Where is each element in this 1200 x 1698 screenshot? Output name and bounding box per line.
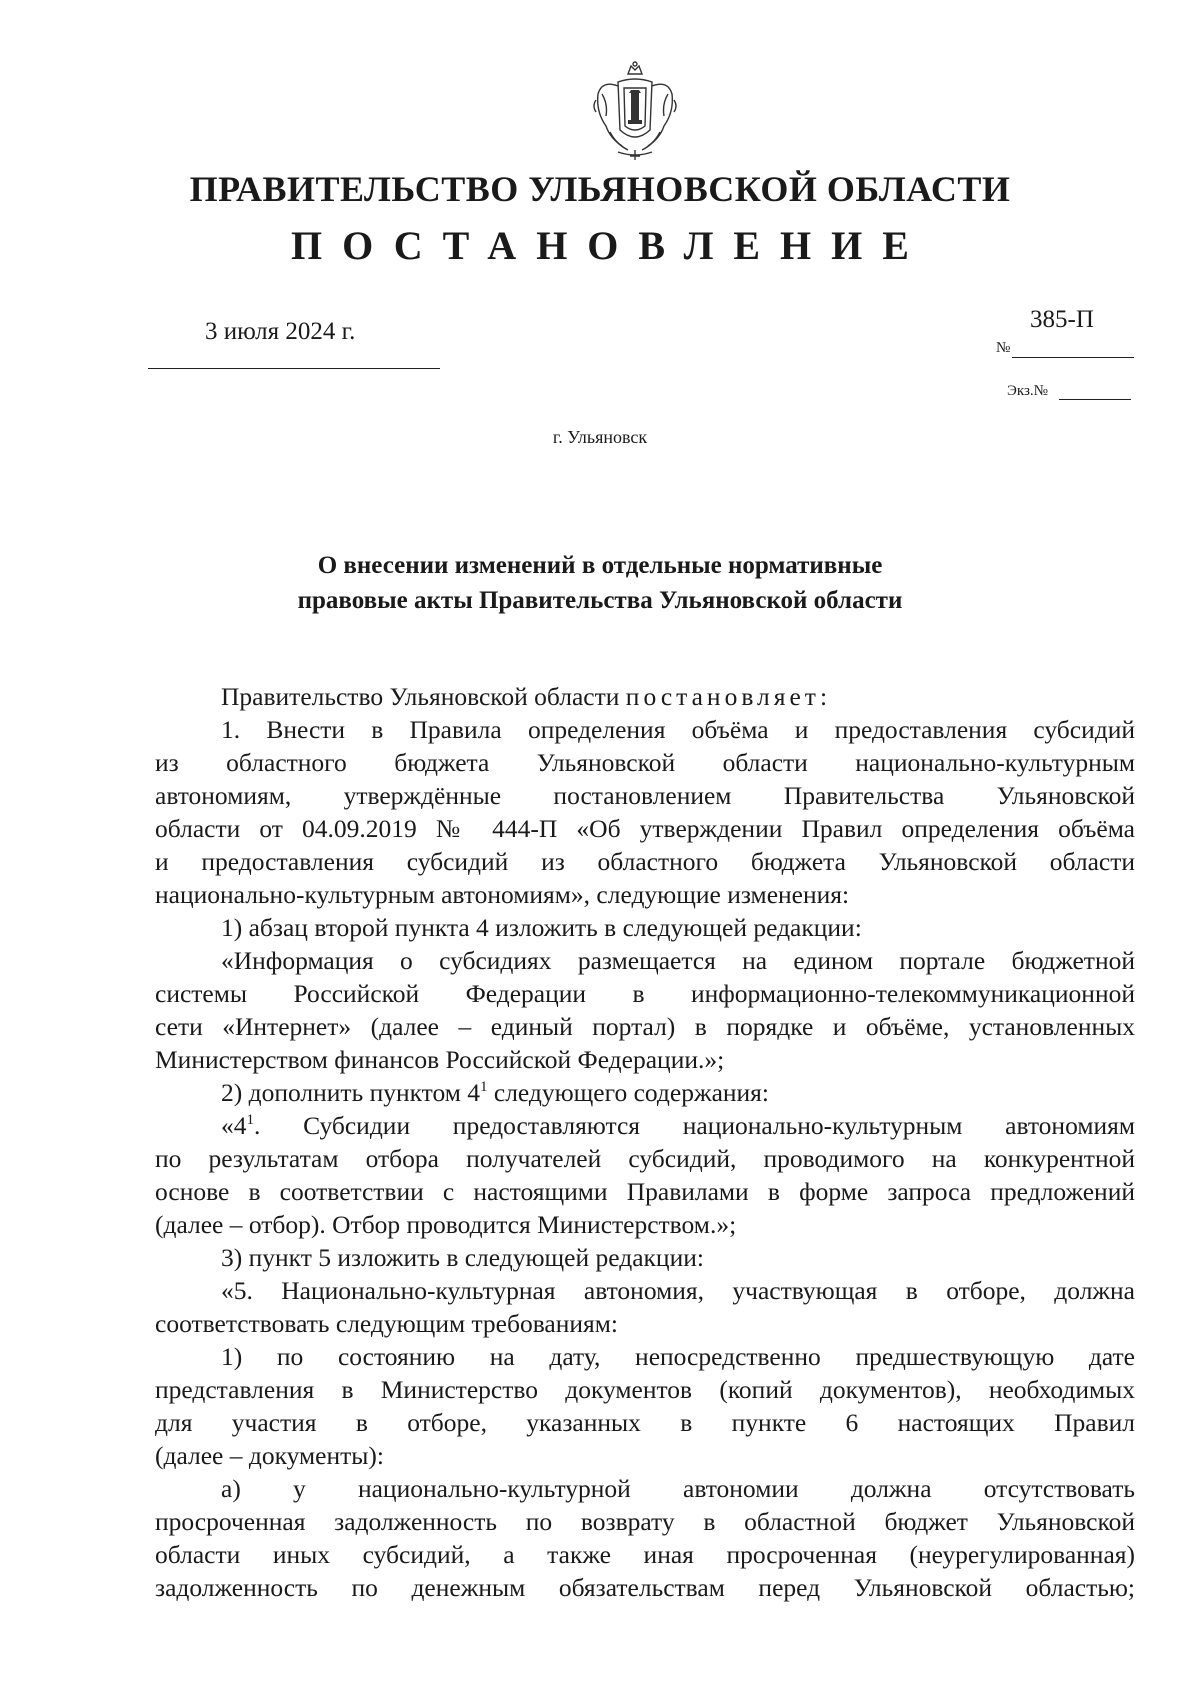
copy-number-underline — [1059, 399, 1131, 400]
body-line: Министерством финансов Российской Федерации.»; — [155, 1045, 725, 1074]
body-line: «$4^1$. Субсидии предоставляются национально-культурным автономиям — [221, 1111, 1135, 1140]
number-underline — [1012, 357, 1134, 358]
number-label: № — [996, 340, 1011, 356]
body-line: области иных субсидий, а также иная просроченная (неурегулированная) — [155, 1540, 1135, 1569]
body-line: 3) пункт 5 изложить в следующей редакции: — [221, 1243, 704, 1272]
body-line: (далее – отбор). Отбор проводится Министерством.»; — [155, 1210, 737, 1239]
body-line: 1. Внести в Правила определения объёма и предоставления субсидий — [221, 715, 1135, 744]
body-line: «Информация о субсидиях размещается на едином портале бюджетной — [221, 946, 1135, 975]
body-line: автономиям, утверждённые постановлением Правительства Ульяновской — [155, 781, 1135, 810]
body-line: 1) по состоянию на дату, непосредственно предшествующую дате — [221, 1342, 1135, 1371]
body-line: представления в Министерство документов (копий документов), необходимых — [155, 1375, 1135, 1404]
document-body — [155, 680, 1135, 1604]
date-underline — [148, 368, 440, 369]
body-line: из областного бюджета Ульяновской области национально-культурным — [155, 748, 1135, 777]
copy-number-label: Экз.№ — [1007, 383, 1048, 399]
preamble-line: Правительство Ульяновской области постановляет: — [221, 682, 828, 711]
body-line: задолженность по денежным обязательствам перед Ульяновской областью; — [155, 1573, 1135, 1602]
body-line: а) у национально-культурной автономии должна отсутствовать — [221, 1474, 1135, 1503]
body-line: 2) дополнить пунктом $4^1$ следующего содержания: — [221, 1078, 769, 1107]
body-line: (далее – документы): — [155, 1441, 384, 1470]
body-line: 1) абзац второй пункта 4 изложить в следующей редакции: — [221, 913, 862, 942]
body-line: системы Российской Федерации в информационно-телекоммуникационной — [155, 979, 1135, 1008]
body-line: и предоставления субсидий из областного бюджета Ульяновской области — [155, 847, 1135, 876]
body-line: по результатам отбора получателей субсидий, проводимого на конкурентной — [155, 1144, 1135, 1173]
body-line: «5. Национально-культурная автономия, участвующая в отборе, должна — [221, 1276, 1135, 1305]
city: г. Ульяновск — [552, 427, 648, 447]
title-line: О внесении изменений в отдельные нормативные — [317, 552, 883, 579]
body-line: области от 04.09.2019 № 444-П «Об утверждении Правил определения объёма — [155, 814, 1135, 843]
document-number: 385-П — [1030, 306, 1094, 333]
body-line: соответствовать следующим требованиям: — [155, 1309, 618, 1338]
body-line: основе в соответствии с настоящими Правилами в форме запроса предложений — [155, 1177, 1135, 1206]
title-line: правовые акты Правительства Ульяновской области — [297, 587, 903, 614]
document-date: 3 июля 2024 г. — [205, 318, 356, 345]
document-type: ПОСТАНОВЛЕНИЕ — [291, 223, 929, 268]
document-title — [250, 548, 950, 618]
body-line: национально-культурным автономиям», следующие изменения: — [155, 880, 850, 909]
organization-name: ПРАВИТЕЛЬСТВО УЛЬЯНОВСКОЙ ОБЛАСТИ — [189, 169, 1011, 209]
coat-of-arms-icon — [588, 60, 682, 164]
body-line: просроченная задолженность по возврату в областной бюджет Ульяновской — [155, 1507, 1135, 1536]
body-line: сети «Интернет» (далее – единый портал) в порядке и объёме, установленных — [155, 1012, 1135, 1041]
body-line: для участия в отборе, указанных в пункте 6 настоящих Правил — [155, 1408, 1135, 1437]
